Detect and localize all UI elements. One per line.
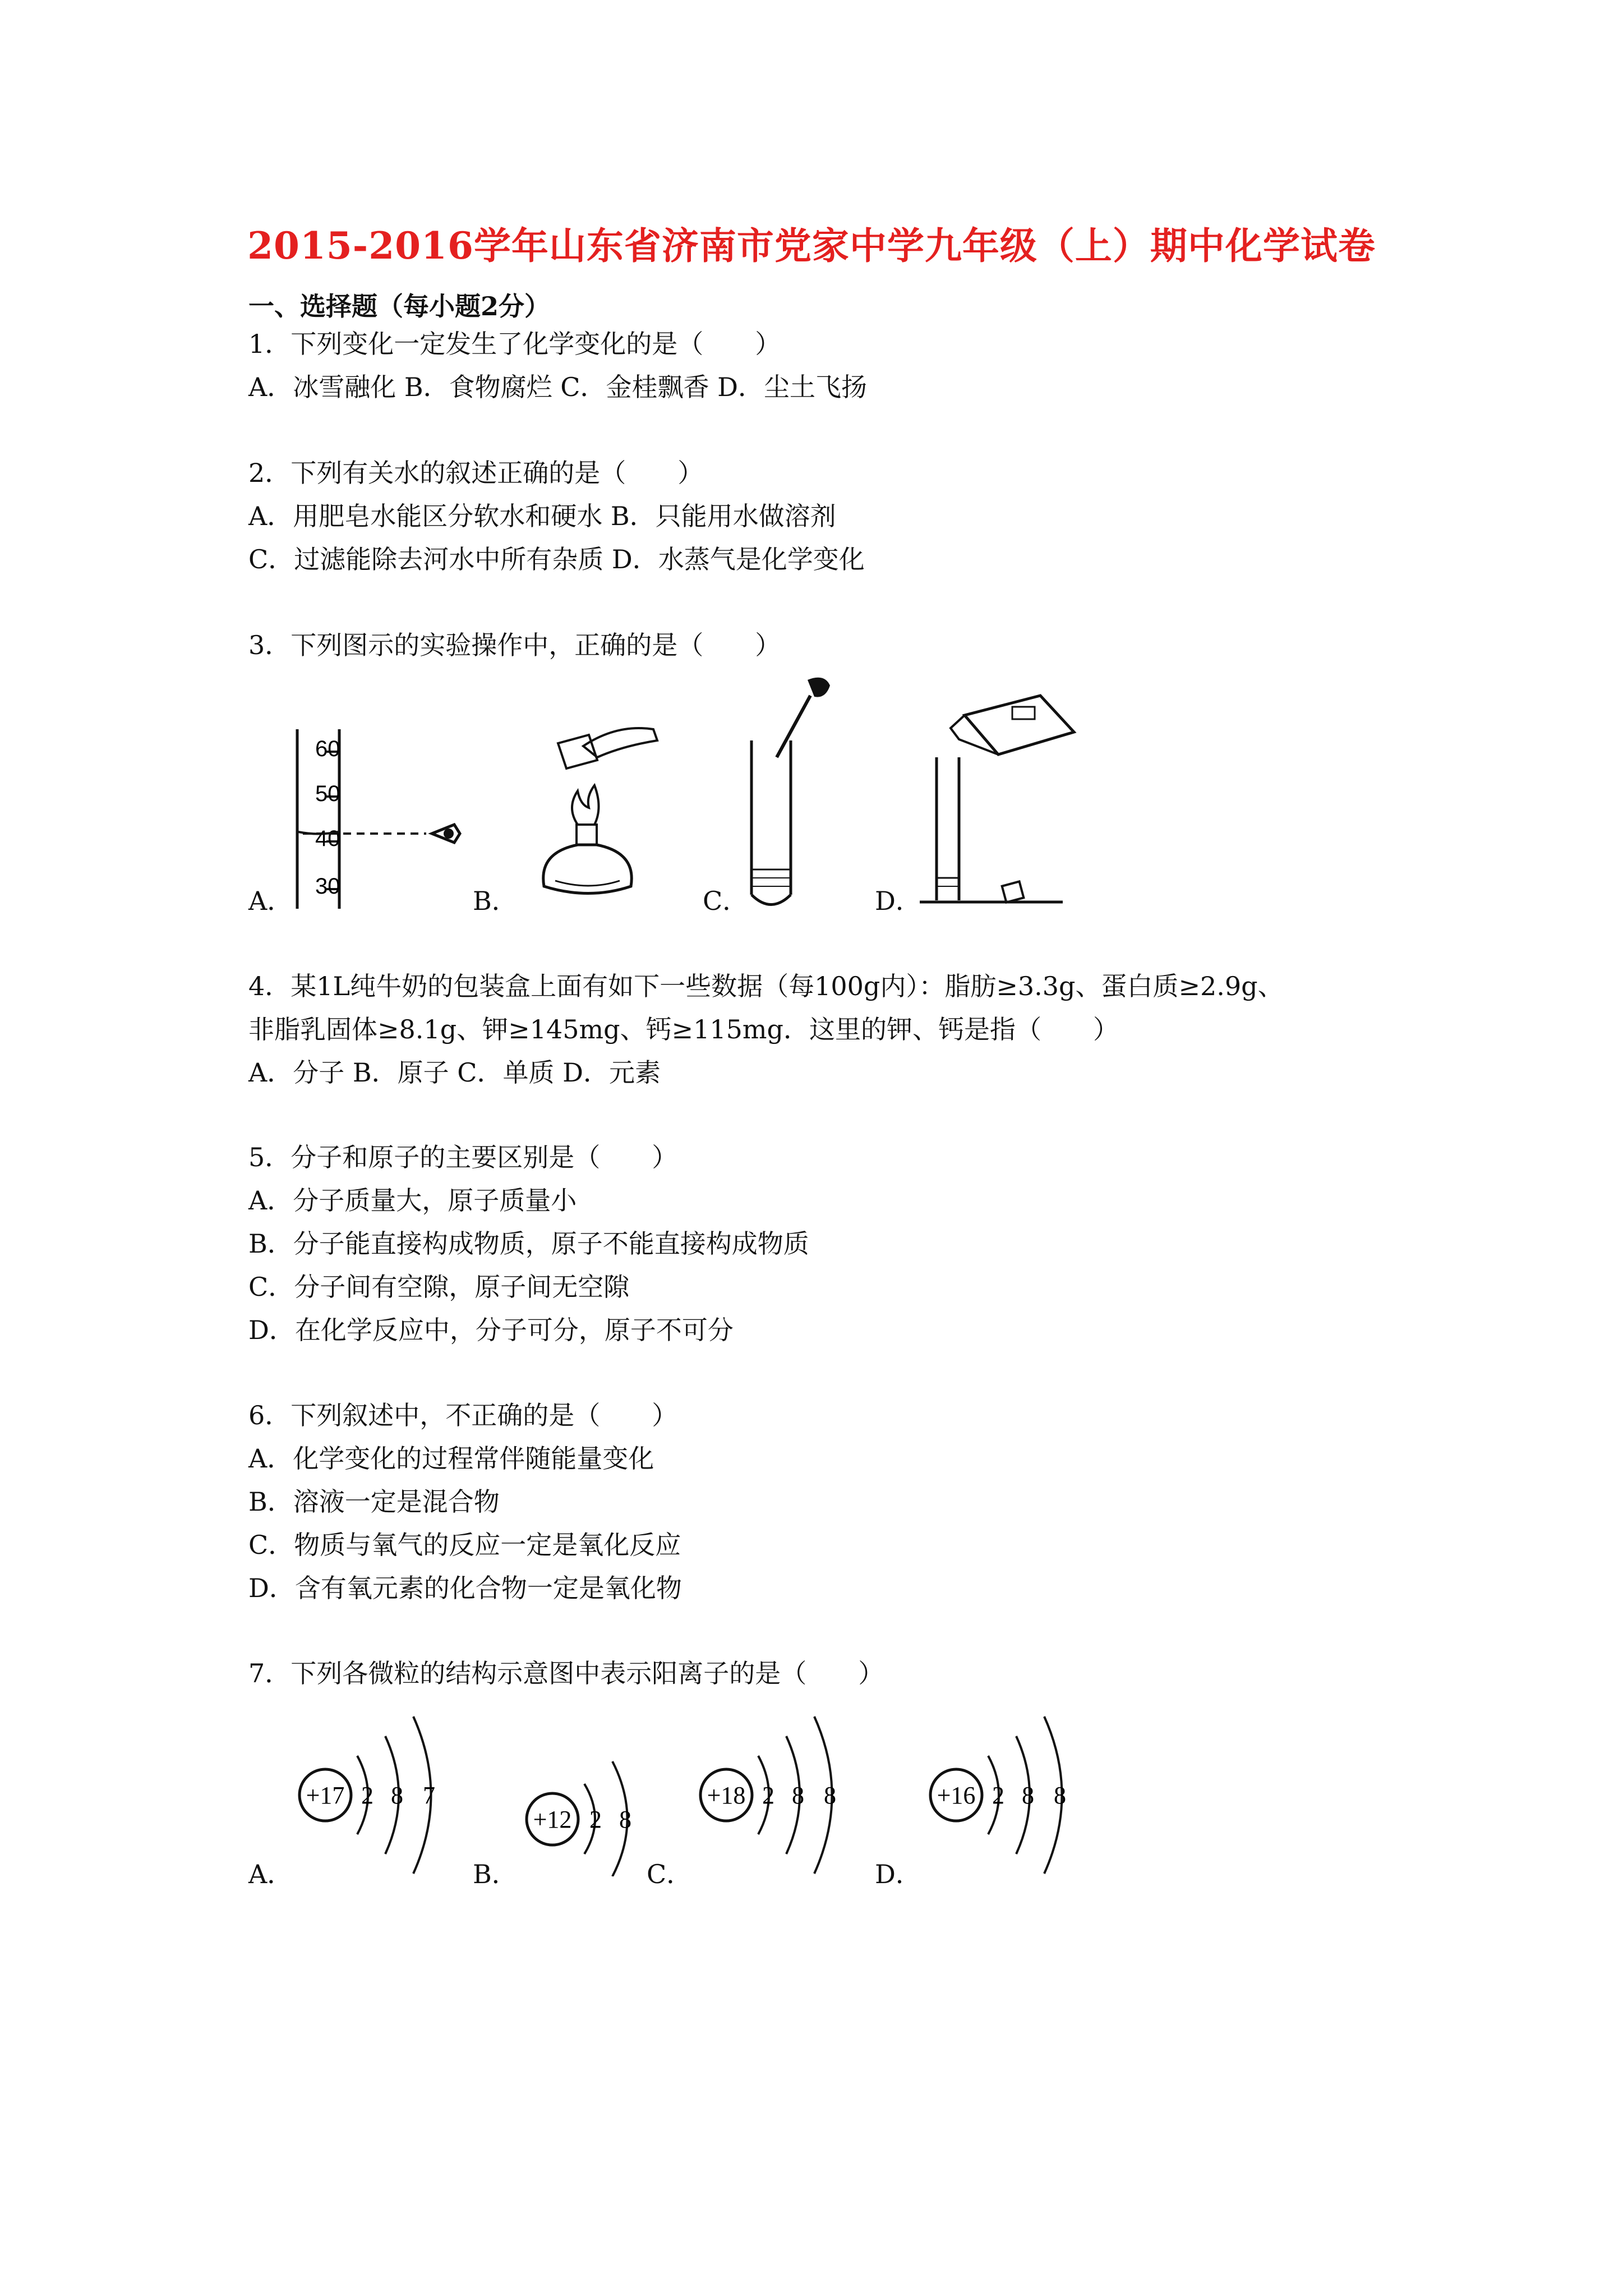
option-label: D． bbox=[875, 886, 921, 916]
exam-title: 2015-2016学年山东省济南市党家中学九年级（上）期中化学试卷 bbox=[247, 224, 1376, 268]
question-stem: 1．下列变化一定发生了化学变化的是（ ） bbox=[248, 329, 781, 359]
option-c: C．物质与氧气的反应一定是氧化反应 bbox=[248, 1530, 681, 1560]
question-stem: 6．下列叙述中，不正确的是（ ） bbox=[248, 1400, 678, 1430]
option-label: B． bbox=[473, 886, 518, 916]
shell-electrons: 8 bbox=[391, 1782, 403, 1809]
question-stem-line-1: 4．某1L纯牛奶的包装盒上面有如下一些数据（每100g内）：脂肪≥3.3g、蛋白质≥2.9g、 bbox=[248, 971, 1284, 1001]
test-tube-dropper-figure bbox=[740, 673, 852, 914]
option-b: B．溶液一定是混合物 bbox=[248, 1487, 500, 1517]
shell-electrons: 2 bbox=[762, 1782, 774, 1809]
tick-label: 30 bbox=[315, 874, 340, 899]
question-stem: 3．下列图示的实验操作中，正确的是（ ） bbox=[248, 630, 781, 660]
tick-label: 50 bbox=[315, 781, 340, 806]
question-stem-line-2: 非脂乳固体≥8.1g、钾≥145mg、钙≥115mg．这里的钾、钙是指（ ） bbox=[248, 1014, 1119, 1045]
shell-electrons: 2 bbox=[361, 1782, 374, 1809]
shell-electrons: 8 bbox=[1022, 1782, 1034, 1809]
question-stem: 5．分子和原子的主要区别是（ ） bbox=[248, 1142, 678, 1172]
option-label: C． bbox=[703, 886, 749, 916]
nucleus-charge: +17 bbox=[306, 1782, 345, 1809]
option-label: A． bbox=[248, 886, 293, 916]
nucleus-charge: +18 bbox=[707, 1782, 746, 1809]
tick-label: 40 bbox=[315, 826, 340, 851]
question-options-line-2: C．过滤能除去河水中所有杂质 D．水蒸气是化学变化 bbox=[248, 544, 865, 574]
shell-electrons: 8 bbox=[824, 1782, 836, 1809]
nucleus-charge: +16 bbox=[937, 1782, 976, 1809]
question-5 bbox=[248, 1136, 809, 1352]
option-d: D．含有氧元素的化合物一定是氧化物 bbox=[248, 1573, 682, 1603]
question-options: A．冰雪融化 B．食物腐烂 C．金桂飘香 D．尘土飞扬 bbox=[248, 372, 867, 402]
shell-electrons: 8 bbox=[792, 1782, 804, 1809]
question-options-line-1: A．用肥皂水能区分软水和硬水 B．只能用水做溶剂 bbox=[248, 501, 836, 531]
question-4 bbox=[248, 965, 1284, 1094]
alcohol-lamp-figure bbox=[505, 712, 673, 914]
atom-diagram-c bbox=[690, 1700, 852, 1879]
option-a: A．分子质量大，原子质量小 bbox=[248, 1185, 577, 1216]
option-label: C． bbox=[647, 1859, 693, 1889]
question-stem: 7．下列各微粒的结构示意图中表示阳离子的是（ ） bbox=[248, 1658, 884, 1688]
question-2 bbox=[248, 452, 865, 581]
shell-electrons: 7 bbox=[423, 1782, 435, 1809]
section-heading: 一、选择题（每小题2分） bbox=[248, 291, 551, 321]
nucleus-charge: +12 bbox=[533, 1806, 572, 1833]
question-6 bbox=[248, 1394, 682, 1610]
shell-electrons: 2 bbox=[589, 1806, 602, 1833]
tick-label: 60 bbox=[315, 737, 340, 761]
option-c: C．分子间有空隙，原子间无空隙 bbox=[248, 1272, 630, 1302]
atom-diagram-b bbox=[516, 1736, 645, 1876]
shell-electrons: 2 bbox=[992, 1782, 1004, 1809]
option-label: D． bbox=[875, 1859, 921, 1889]
shell-electrons: 8 bbox=[619, 1806, 631, 1833]
shell-electrons: 8 bbox=[1054, 1782, 1066, 1809]
option-a: A．化学变化的过程常伴随能量变化 bbox=[248, 1443, 654, 1474]
option-d: D．在化学反应中，分子可分，原子不可分 bbox=[248, 1315, 734, 1345]
atom-diagram-d bbox=[920, 1700, 1082, 1879]
question-stem: 2．下列有关水的叙述正确的是（ ） bbox=[248, 458, 704, 488]
pouring-liquid-figure bbox=[920, 684, 1088, 914]
question-options: A．分子 B．原子 C．单质 D．元素 bbox=[248, 1057, 661, 1088]
option-b: B．分子能直接构成物质，原子不能直接构成物质 bbox=[248, 1228, 809, 1259]
question-7 bbox=[248, 1652, 884, 1695]
question-3 bbox=[248, 624, 781, 667]
atom-diagram-a bbox=[289, 1700, 451, 1879]
question-1 bbox=[248, 323, 867, 409]
option-label: A． bbox=[248, 1859, 293, 1889]
graduated-cylinder-figure bbox=[292, 724, 477, 914]
option-label: B． bbox=[473, 1859, 518, 1889]
